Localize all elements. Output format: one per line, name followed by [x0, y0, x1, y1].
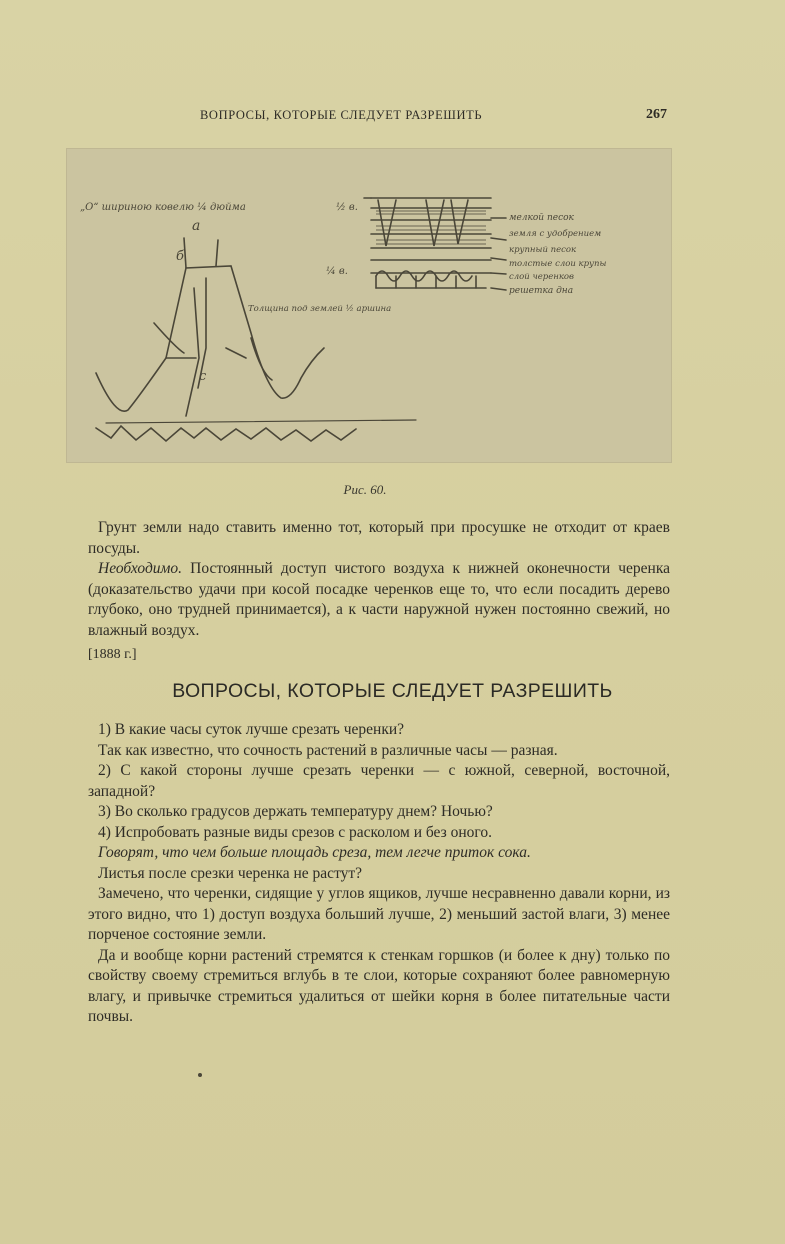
- label-right-4: толстые слои крупы: [509, 259, 607, 269]
- sketch-drawing: [66, 148, 672, 463]
- label-b: б: [176, 249, 184, 264]
- date-note: [1888 г.]: [88, 647, 137, 662]
- label-left-top: „О“ шириною ковелю ¼ дюйма: [80, 202, 246, 213]
- paragraph-necessary: [88, 559, 670, 641]
- question-1-note: Так как известно, что сочность растений в различные часы — разная.: [98, 741, 558, 759]
- label-right-1: мелкой песок: [509, 213, 574, 223]
- body-text-questions: [88, 720, 670, 1028]
- paragraph-soil: Грунт земли надо ставить именно тот, который при просушке не отходит от краев посуды.: [88, 519, 670, 557]
- question-4: 4) Испробовать разные виды срезов с расколом и без оного.: [98, 823, 493, 841]
- label-frac-1: ½ в.: [336, 202, 358, 213]
- question-5: Листья после срезки черенка не растут?: [98, 864, 363, 882]
- question-2: 2) С какой стороны лучше срезать черенки — с южной, северной, восточной, западной?: [88, 762, 670, 800]
- page-number: 267: [646, 107, 667, 122]
- paragraph-roots: Да и вообще корни растений стремятся к стенкам горшков (и более к дну) только по свойству своему стремиться вглубь в те слои, которые сохраняют более равномерную влагу, и привычке стремиться удалиться от шейки корня в более питательные части почвы.: [88, 946, 670, 1025]
- label-a: а: [192, 218, 201, 234]
- running-header: ВОПРОСЫ, КОТОРЫЕ СЛЕДУЕТ РАЗРЕШИТЬ: [200, 108, 483, 122]
- figure-sketch: [66, 148, 672, 463]
- label-right-3: крупный песок: [509, 245, 577, 255]
- question-1: 1) В какие часы суток лучше срезать черенки?: [98, 721, 405, 738]
- label-c: с: [199, 369, 207, 384]
- paragraph-necessary-lead: Необходимо.: [98, 560, 183, 577]
- question-4-note: Говорят, что чем больше площадь среза, тем легче приток сока.: [98, 844, 531, 861]
- body-text-upper: [88, 518, 670, 666]
- question-3: 3) Во сколько градусов держать температуру днем? Ночью?: [98, 803, 493, 820]
- figure-caption: Рис. 60.: [343, 482, 387, 497]
- label-frac-2: ¼ в.: [326, 266, 348, 277]
- paragraph-necessary-body: Постоянный доступ чистого воздуха к нижней оконечности черенка (доказательство удачи при косой посадке черенков еще то, что если посадить дерево глубоко, оно трудней принимается), а к части наружной нужен постоянно свежий, но влажный воздух.: [88, 560, 670, 639]
- label-mid: Толщина под землей ½ аршина: [248, 304, 392, 314]
- paragraph-observation: Замечено, что черенки, сидящие у углов ящиков, лучше несравненно давали корни, из этого видно, что 1) доступ воздуха больший лучше, 2) меньший застой влаги, 3) менее порченое состояние земли.: [88, 885, 670, 943]
- ink-dot: [198, 1073, 202, 1077]
- label-right-2: земля с удобрением: [509, 229, 602, 239]
- section-title: ВОПРОСЫ, КОТОРЫЕ СЛЕДУЕТ РАЗРЕШИТЬ: [172, 680, 613, 702]
- label-right-5: слой черенков: [509, 272, 574, 282]
- label-right-6: решетка дна: [509, 286, 574, 296]
